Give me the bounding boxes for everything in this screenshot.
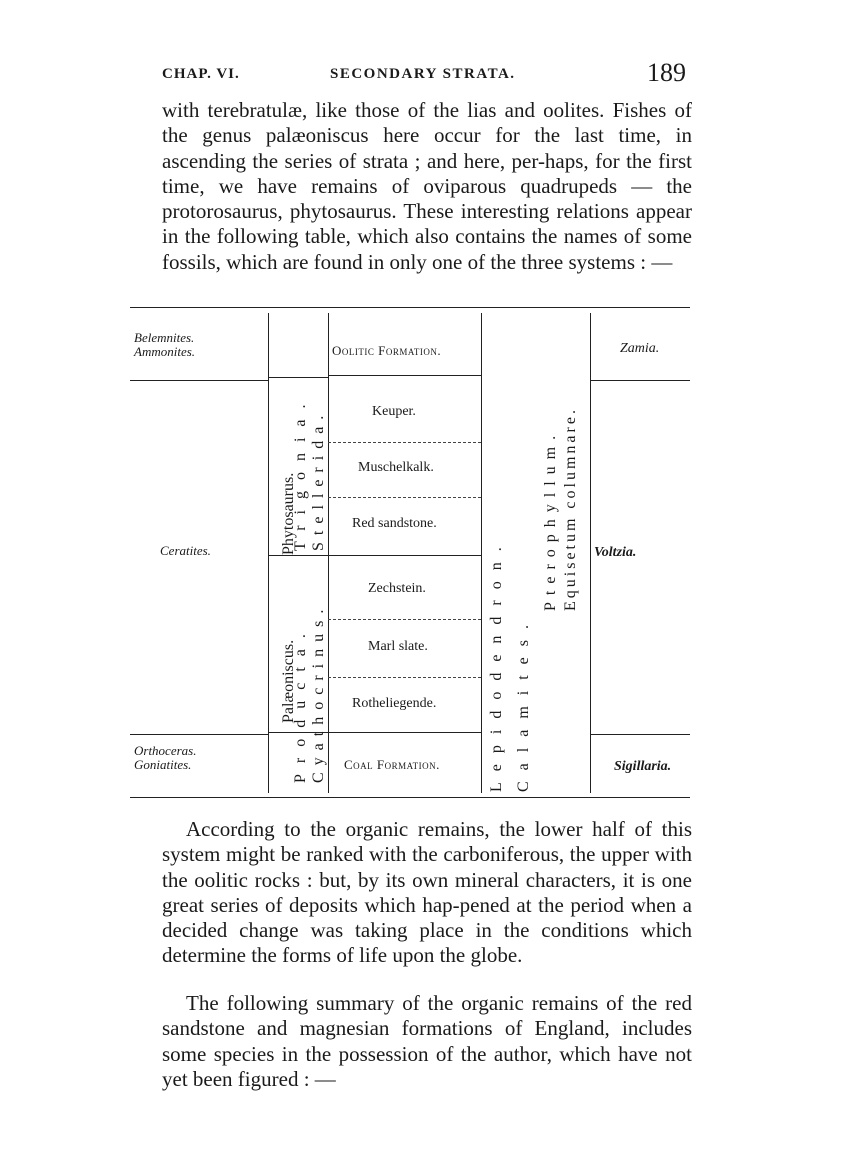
formation-zechstein: Zechstein. bbox=[368, 581, 426, 596]
paragraph-organic-remains: According to the organic remains, the lower half of this system might be ranked with the carboniferous, the upper with the oolitic rocks : but, by its own mineral characters, it is one great series of deposits which hap-pened at the period when a decided change was taking place in the conditions which determine the forms of life upon the globe. bbox=[162, 817, 692, 968]
fossils-left-middle: Ceratites. bbox=[160, 543, 211, 558]
formation-rotheliegende: Rotheliegende. bbox=[352, 696, 437, 711]
col-rule-1 bbox=[268, 313, 269, 793]
rule-mid-divider bbox=[268, 555, 328, 556]
formation-keuper: Keuper. bbox=[372, 404, 416, 419]
col-rule-3 bbox=[481, 313, 482, 793]
rule-keuper-muschelkalk bbox=[328, 442, 481, 443]
rule-right-upper bbox=[590, 380, 690, 381]
fossils-right-top: Zamia. bbox=[620, 341, 660, 356]
fossils-left-top: Belemnites. Ammonites. bbox=[134, 330, 196, 359]
col-rule-2 bbox=[328, 313, 329, 793]
genus-cyathocrinus: Cyathocrinus. bbox=[310, 602, 327, 783]
chapter-label: CHAP. VI. bbox=[162, 66, 240, 82]
rule-muschelkalk-sandstone bbox=[328, 497, 481, 498]
formation-muschelkalk: Muschelkalk. bbox=[358, 460, 434, 475]
genus-lepidodendron: Lepidodendron. bbox=[488, 536, 505, 792]
rule-marl-rotheliegende bbox=[328, 677, 481, 678]
paragraph-summary: The following summary of the organic remains of the red sandstone and magnesian formations of England, includes some species in the possession of the author, which have not yet been figured : — bbox=[162, 991, 692, 1091]
rule-right-lower bbox=[590, 734, 690, 735]
paragraph-intro: with terebratulæ, like those of the lias and oolites. Fishes of the genus palæoniscus here occur for the last time, in ascending the series of strata ; and here, per-haps, for the first time, we have remains of oviparous quadrupeds — the protorosaurus, phytosaurus. These interesting relations appear in the following table, which also contains the names of some fossils, which are found in only one of the three systems : — bbox=[162, 98, 692, 274]
formation-marl-slate: Marl slate. bbox=[368, 639, 428, 654]
rule-left-upper bbox=[130, 380, 268, 381]
formation-red-sandstone: Red sandstone. bbox=[352, 516, 437, 531]
formation-oolitic: Oolitic Formation. bbox=[332, 343, 442, 358]
rule-sandstone-zechstein bbox=[328, 555, 481, 556]
running-head bbox=[160, 58, 690, 90]
section-title: SECONDARY STRATA. bbox=[330, 66, 516, 82]
genus-equisetum: Equisetum columnare. bbox=[562, 407, 579, 611]
formation-coal: Coal Formation. bbox=[344, 757, 440, 772]
genus-trigonia: Trigonia. bbox=[292, 393, 309, 551]
genus-calamites: Calamites. bbox=[515, 614, 532, 792]
fossils-left-bottom: Orthoceras. Goniatites. bbox=[134, 743, 197, 772]
genus-phytosaurus: Phytosaurus. bbox=[280, 472, 297, 555]
rule-formation-upper bbox=[328, 375, 481, 376]
rule-zechstein-marl bbox=[328, 619, 481, 620]
genus-pterophyllum: Pterophyllum. bbox=[542, 428, 559, 611]
fossils-right-middle: Voltzia. bbox=[594, 545, 637, 560]
page-number: 189 bbox=[647, 58, 686, 87]
fossil-table bbox=[130, 307, 690, 807]
table-top-rule bbox=[130, 307, 690, 308]
fossils-right-bottom: Sigillaria. bbox=[614, 759, 672, 774]
genus-stellerida: Stellerida. bbox=[310, 408, 327, 551]
col-rule-4 bbox=[590, 313, 591, 793]
genus-producta: Producta. bbox=[292, 623, 309, 783]
genus-palaeoniscus: Palæoniscus. bbox=[280, 639, 297, 723]
table-bottom-rule bbox=[130, 797, 690, 798]
rule-left-lower bbox=[130, 734, 268, 735]
rule-formation-lower bbox=[328, 732, 481, 733]
